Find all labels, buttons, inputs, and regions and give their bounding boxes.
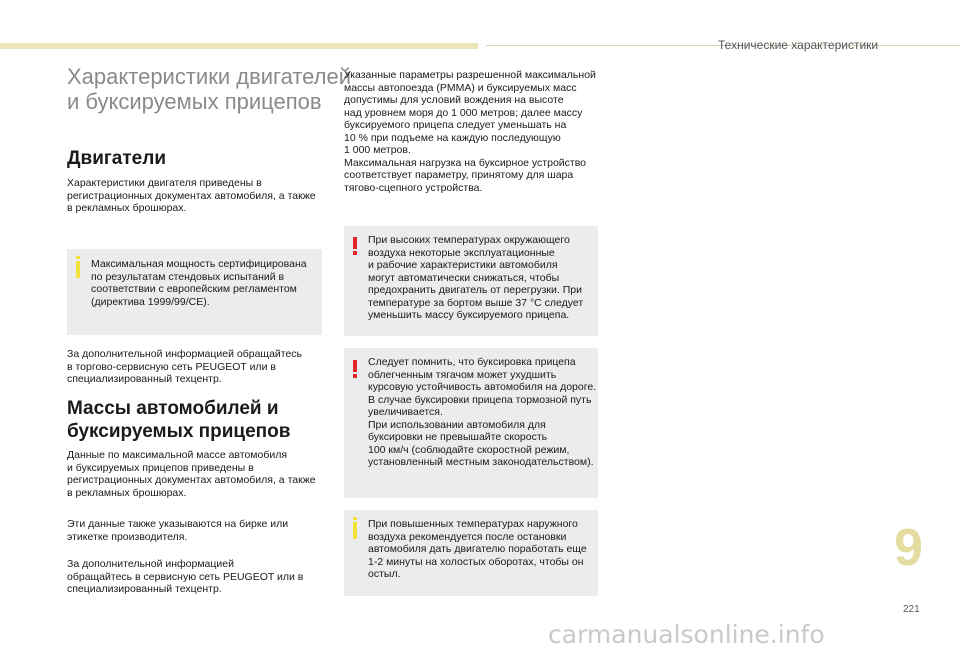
cooling-info-box xyxy=(344,510,598,596)
label-paragraph: Эти данные также указываются на бирке или этикетке производителя. xyxy=(67,518,289,543)
heat-warning-box xyxy=(344,226,598,336)
masses-contact-paragraph: За дополнительной информацией обращайтесь в сервисную сеть PEUGEOT или в специализированный техцентр. xyxy=(67,558,304,595)
pmma-paragraph: Указанные параметры разрешенной максимальной массы автопоезда (PMMA) и буксируемых масс допустимы для условий вождения на высоте над уровнем моря до 1 000 метров; далее массу буксируемого прицепа следует уменьшать на 10 % при подъеме на каждую последующую 1 000 метров. Максимальная нагрузка на буксирное устройство соответствует параметру, принятому для шара тягово-сцепного устройства. xyxy=(344,69,596,194)
engines-paragraph: Характеристики двигателя приведены в регистрационных документах автомобиля, а также в рекламных брошюрах. xyxy=(67,177,316,214)
page-number: 221 xyxy=(903,604,920,615)
engines-contact-paragraph: За дополнительной информацией обращайтесь в торгово-сервисную сеть PEUGEOT или в специализированный техцентр. xyxy=(67,348,303,385)
engines-heading: Двигатели xyxy=(67,148,166,169)
power-info-text: Максимальная мощность сертифицирована по результатам стендовых испытаний в соответствии с европейским регламентом (директива 1999/99/CE). xyxy=(91,258,307,308)
chapter-number: 9 xyxy=(894,519,923,577)
page-title: Характеристики двигателей и буксируемых прицепов xyxy=(67,64,352,114)
info-icon xyxy=(76,261,80,278)
power-info-box xyxy=(67,249,322,335)
masses-paragraph: Данные по максимальной массе автомобиля и буксируемых прицепов приведены в регистрационных документах автомобиля, а также в рекламных брошюрах. xyxy=(67,449,316,499)
section-title: Технические характеристики xyxy=(718,38,879,52)
cooling-info-text: При повышенных температурах наружного воздуха рекомендуется после остановки автомобиля дать двигателю поработать еще 1-2 минуты на холостых оборотах, чтобы он остыл. xyxy=(368,518,587,580)
warning-icon xyxy=(353,360,357,372)
watermark: carmanualsonline.info xyxy=(548,620,825,649)
warning-icon xyxy=(353,237,357,249)
towing-warning-box xyxy=(344,348,598,498)
masses-heading: Массы автомобилей и буксируемых прицепов xyxy=(67,398,291,442)
header-accent-bar xyxy=(0,43,478,49)
heat-warning-text: При высоких температурах окружающего воздуха некоторые эксплуатационные и рабочие характеристики автомобиля могут автоматически снижаться, чтобы предохранить двигатель от перегрузки. При температуре за бортом выше 37 °C следует уменьшить массу буксируемого прицепа. xyxy=(368,234,584,321)
towing-warning-text: Следует помнить, что буксировка прицепа облегченным тягачом может ухудшить курсовую устойчивость автомобиля на дороге. В случае буксировки прицепа тормозной путь увеличивается. При использовании автомобиля для буксировки не превышайте скорость 100 км/ч (соблюдайте скоростной режим, установленный местным законодательством). xyxy=(368,356,597,468)
info-icon xyxy=(353,522,357,539)
